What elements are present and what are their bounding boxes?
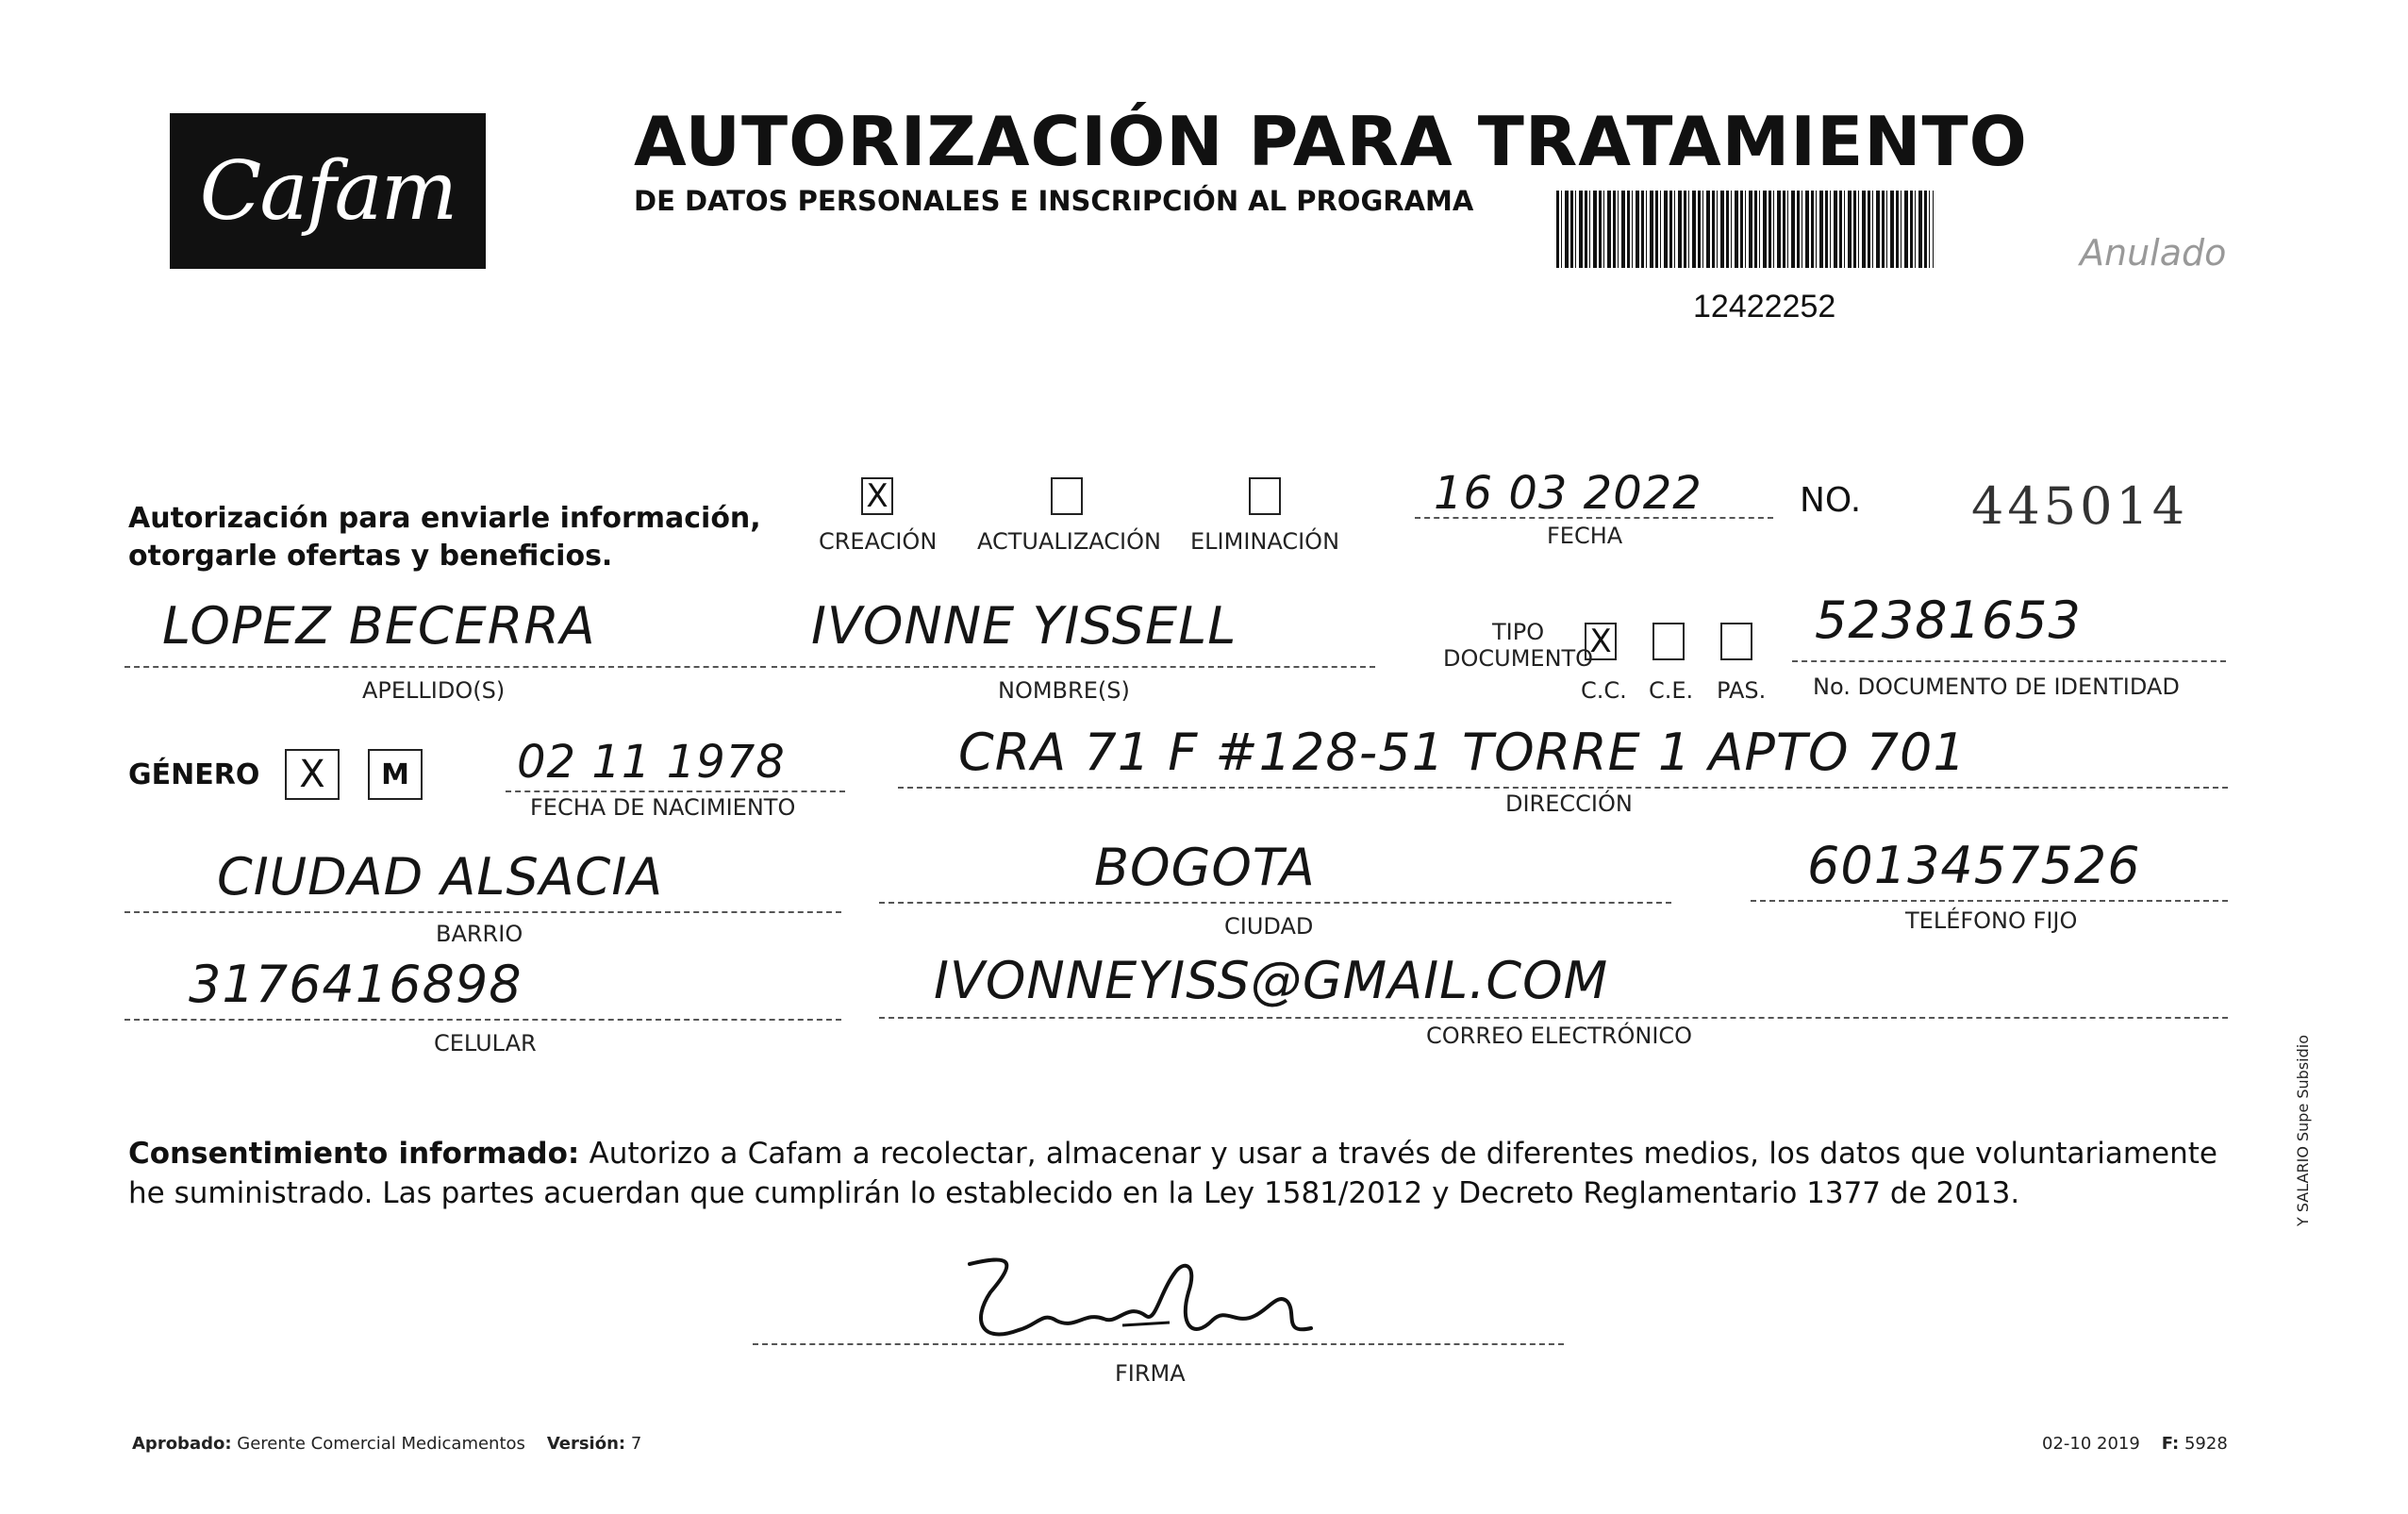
phone-line	[1751, 900, 2228, 902]
checkbox-actualizacion[interactable]	[1051, 477, 1083, 515]
doc-number-value: 52381653	[1815, 591, 2082, 650]
gender-label: GÉNERO	[128, 758, 260, 791]
surname-label: APELLIDO(S)	[362, 677, 506, 704]
number-label: NO.	[1800, 481, 1862, 520]
consent-body: Autorizo a Cafam a recolectar, almacenar y usar a través de diferentes medios, los datos que voluntariamente he suministrado. Las partes acuerdan que cumplirán lo establecido en la Ley 1581/2012 y Decreto Reglamentario 1377 de 2013.	[128, 1137, 2217, 1210]
neighborhood-label: BARRIO	[436, 921, 523, 947]
neighborhood-line	[125, 911, 841, 913]
birth-value: 02 11 1978	[517, 736, 786, 789]
doc-type-label: TIPO DOCUMENTO	[1443, 619, 1594, 672]
signature-drawing	[953, 1236, 1349, 1368]
barcode-number: 12422252	[1693, 289, 1836, 324]
footer-code: 02-10 2019 F: 5928	[2042, 1434, 2228, 1454]
name-label: NOMBRE(S)	[998, 677, 1130, 704]
neighborhood-value: CIUDAD ALSACIA	[217, 847, 664, 907]
doc-number-label: No. DOCUMENTO DE IDENTIDAD	[1813, 674, 2180, 700]
checkbox-creacion[interactable]: X	[861, 477, 893, 515]
address-line	[898, 787, 2228, 789]
cc-label: C.C.	[1581, 677, 1627, 704]
number-value: 445014	[1971, 476, 2189, 536]
consent-heading: Consentimiento informado:	[128, 1137, 580, 1171]
email-label: CORREO ELECTRÓNICO	[1426, 1023, 1693, 1049]
date-value: 16 03 2022	[1434, 467, 1702, 520]
cafam-logo: Cafam	[170, 113, 486, 269]
checkbox-pas[interactable]	[1720, 623, 1752, 660]
ce-label: C.E.	[1649, 677, 1694, 704]
surname-value: LOPEZ BECERRA	[162, 596, 596, 656]
address-value: CRA 71 F #128-51 TORRE 1 APTO 701	[958, 723, 1967, 782]
anulado-stamp: Anulado	[2080, 232, 2227, 274]
date-line	[1415, 517, 1773, 519]
surname-line	[125, 666, 766, 668]
city-line	[879, 902, 1671, 904]
option-eliminacion-label: ELIMINACIÓN	[1190, 528, 1340, 555]
email-line	[879, 1017, 2228, 1019]
authorization-label: Autorización para enviarle información, otorgarle ofertas y beneficios.	[128, 502, 761, 573]
option-creacion-label: CREACIÓN	[819, 528, 938, 555]
checkbox-gender-f[interactable]: X	[285, 749, 340, 800]
birth-line	[506, 790, 845, 792]
name-line	[772, 666, 1375, 668]
birth-label: FECHA DE NACIMIENTO	[530, 794, 796, 821]
mobile-line	[125, 1019, 841, 1021]
signature-line	[753, 1343, 1564, 1345]
mobile-label: CELULAR	[434, 1030, 537, 1056]
mobile-value: 3176416898	[189, 955, 523, 1014]
checkbox-eliminacion[interactable]	[1249, 477, 1281, 515]
date-label: FECHA	[1547, 523, 1623, 549]
form-title: AUTORIZACIÓN PARA TRATAMIENTO	[634, 102, 2028, 181]
consent-text	[128, 1134, 2217, 1213]
form-subtitle: DE DATOS PERSONALES E INSCRIPCIÓN AL PROGRAMA	[634, 185, 1474, 217]
option-actualizacion-label: ACTUALIZACIÓN	[977, 528, 1161, 555]
side-vertical-text: Y SALARIO Supe Subsidio	[2294, 1034, 2312, 1226]
phone-label: TELÉFONO FIJO	[1905, 907, 2078, 934]
barcode	[1556, 191, 1934, 268]
pas-label: PAS.	[1717, 677, 1767, 704]
city-value: BOGOTA	[1094, 838, 1316, 897]
city-label: CIUDAD	[1224, 913, 1314, 940]
footer-approved: Aprobado: Gerente Comercial Medicamentos Versión: 7	[132, 1434, 642, 1454]
doc-number-line	[1792, 660, 2226, 662]
checkbox-cc[interactable]: X	[1585, 623, 1617, 660]
checkbox-ce[interactable]	[1652, 623, 1685, 660]
address-label: DIRECCIÓN	[1505, 790, 1633, 817]
name-value: IVONNE YISSELL	[811, 596, 1237, 656]
checkbox-gender-m[interactable]: M	[368, 749, 423, 800]
signature-label: FIRMA	[1115, 1360, 1186, 1387]
email-value: IVONNEYISS@GMAIL.COM	[934, 951, 1609, 1010]
phone-value: 6013457526	[1807, 836, 2141, 895]
